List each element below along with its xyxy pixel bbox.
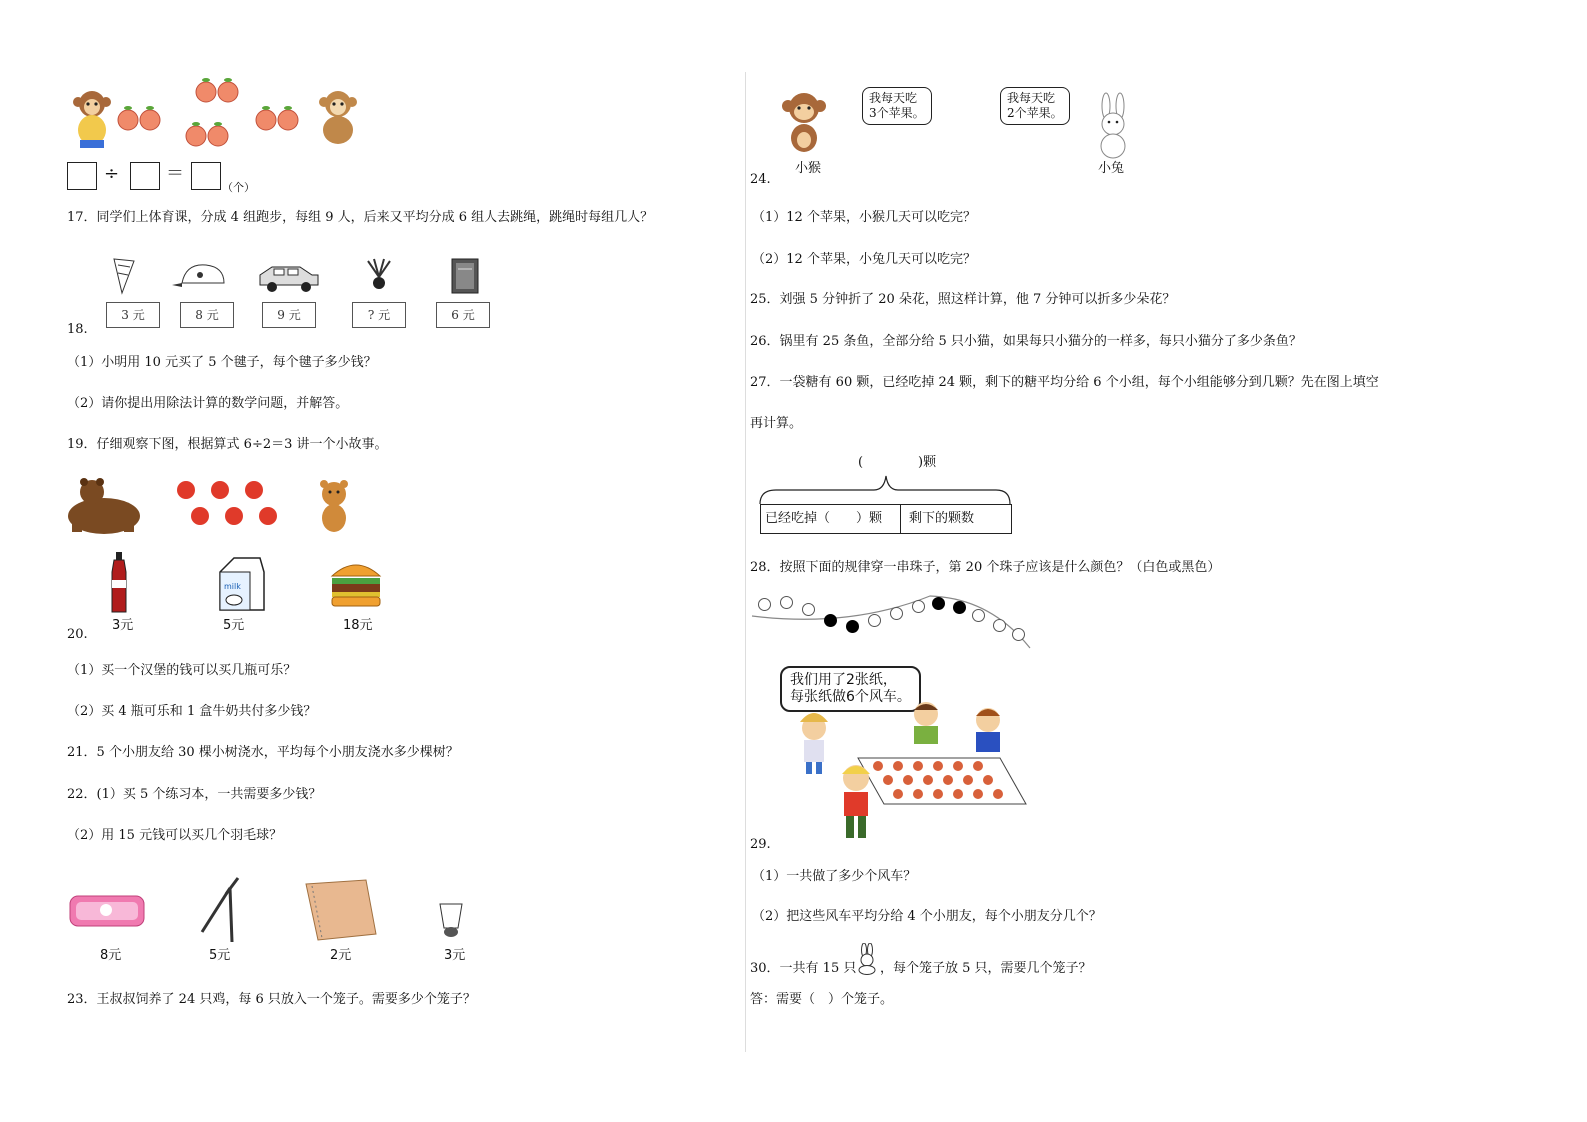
- bead-white: [890, 607, 903, 620]
- divide-sign: ÷: [104, 163, 120, 184]
- badminton-shuttle-icon: [440, 904, 462, 937]
- apple-icon: [177, 481, 277, 525]
- question-21: 21．5 个小朋友给 30 棵小树浇水，平均每个小朋友浇水多少棵树？: [67, 745, 459, 760]
- bead-white: [1012, 628, 1025, 641]
- price-notepad: 2元: [330, 948, 352, 963]
- answer-box-divisor[interactable]: [130, 162, 160, 190]
- q20-items-image: [100, 552, 400, 618]
- bead-white: [802, 603, 815, 616]
- compass-icon: [202, 878, 238, 942]
- price-hamburger: 18元: [343, 618, 373, 633]
- question-22-sub1: 22．(1）买 5 个练习本，一共需要多少钱？: [67, 787, 322, 802]
- unit-label: （个）: [222, 181, 255, 194]
- q18-items-image: [100, 255, 500, 297]
- rabbit-bubble-line1: 我每天吃: [1007, 91, 1056, 105]
- price-tag-unknown: ? 元: [352, 302, 406, 328]
- question-27-line1: 27．一袋糖有 60 颗，已经吃掉 24 颗，剩下的糖平均分给 6 个小组，每个小组能够分到几颗？先在图上填空: [750, 375, 1379, 390]
- shuttlecock-icon: [114, 259, 134, 293]
- monkey-label: 小猴: [795, 161, 822, 176]
- question-26: 26．锅里有 25 条鱼，全部分给 5 只小猫，如果每只小猫分的一样多，每只小猫分了多少条鱼？: [750, 334, 1302, 349]
- monkey-character-icon: [774, 90, 864, 160]
- question-30-answer: 答：需要（ ）个笼子。: [750, 992, 894, 1007]
- bead-white: [868, 614, 881, 627]
- q27-total-close: )颗: [918, 455, 937, 470]
- toy-car-icon: [260, 267, 318, 292]
- q27-bar-diagram: [760, 504, 1012, 534]
- monkey-speech-bubble: [862, 87, 932, 125]
- q29-children-windmills-image: [788, 700, 1033, 848]
- bead-white: [972, 609, 985, 622]
- question-17: 17．同学们上体育课，分成 4 组跑步，每组 9 人，后来又平均分成 6 组人去跳绳，跳绳时每组几人？: [67, 210, 654, 225]
- price-tag-shuttlecock: 3 元: [106, 302, 160, 328]
- bead-white: [758, 598, 771, 611]
- bead-white: [912, 600, 925, 613]
- price-tag-cap: 8 元: [180, 302, 234, 328]
- answer-box-quotient[interactable]: [191, 162, 221, 190]
- bead-black: [953, 601, 966, 614]
- question-24-sub2: （2）12 个苹果，小兔几天可以吃完？: [752, 252, 976, 267]
- price-compass: 5元: [209, 948, 231, 963]
- price-milk: 5元: [223, 618, 245, 633]
- question-18-sub2: （2）请你提出用除法计算的数学问题，并解答。: [67, 396, 349, 411]
- rabbit-small-icon: [854, 943, 880, 975]
- q16-monkeys-peaches-image: [62, 74, 372, 154]
- rabbit-label: 小兔: [1098, 161, 1125, 176]
- question-29-number: 29.: [750, 837, 771, 852]
- question-29-sub2: （2）把这些风车平均分给 4 个小朋友，每个小朋友分几个？: [752, 909, 1102, 924]
- question-28: 28．按照下面的规律穿一串珠子，第 20 个珠子应该是什么颜色？（白色或黑色）: [750, 560, 1221, 575]
- question-23: 23．王叔叔饲养了 24 只鸡，每 6 只放入一个笼子。需要多少个笼子？: [67, 992, 476, 1007]
- price-tag-car: 9 元: [262, 302, 316, 328]
- bead-black: [846, 620, 859, 633]
- question-30-pre: 30．一共有 15 只: [750, 961, 857, 976]
- hamburger-icon: [332, 565, 380, 606]
- q27-total-open: (: [858, 455, 864, 470]
- column-divider: [745, 72, 746, 1052]
- bead-white: [993, 619, 1006, 632]
- monkey-icon: [73, 91, 111, 148]
- milk-carton-label: milk: [224, 582, 241, 591]
- child-girl-icon: [800, 713, 828, 774]
- question-22-sub2: （2）用 15 元钱可以买几个羽毛球？: [67, 828, 283, 843]
- child-boy-icon: [914, 702, 938, 744]
- rabbit-character-icon: [1088, 92, 1138, 160]
- peach-icon: [118, 82, 298, 146]
- price-pencil-case: 8元: [100, 948, 122, 963]
- q27-brace: [756, 472, 1016, 506]
- question-20-number: 20.: [67, 627, 88, 642]
- question-20-sub1: （1）买一个汉堡的钱可以买几瓶可乐？: [67, 663, 297, 678]
- child-boy-icon: [976, 708, 1000, 752]
- cola-bottle-icon: [112, 552, 126, 612]
- monkey-icon: [319, 91, 357, 144]
- bead-white: [780, 596, 793, 609]
- price-tag-notebook: 6 元: [436, 302, 490, 328]
- answer-box-dividend[interactable]: [67, 162, 97, 190]
- rabbit-bubble-line2: 2个苹果。: [1007, 106, 1063, 120]
- bead-black: [932, 597, 945, 610]
- question-18-number: 18.: [67, 322, 88, 337]
- bead-black: [824, 614, 837, 627]
- q27-eaten-cell[interactable]: 已经吃掉（ ）颗: [761, 505, 901, 533]
- teddy-bear-icon: [320, 480, 348, 532]
- price-shuttle: 3元: [444, 948, 466, 963]
- notepad-icon: [306, 880, 376, 940]
- equals-sign: ＝: [166, 163, 184, 184]
- monkey-bubble-line1: 我每天吃: [869, 91, 918, 105]
- pencil-case-icon: [70, 896, 144, 926]
- question-18-sub1: （1）小明用 10 元买了 5 个毽子，每个毽子多少钱？: [67, 355, 377, 370]
- q19-bears-apples-image: [62, 474, 362, 538]
- question-27-line2: 再计算。: [750, 416, 803, 431]
- q29-bubble-line2: 每张纸做6个风车。: [790, 689, 911, 705]
- monkey-bubble-line2: 3个苹果。: [869, 106, 925, 120]
- shuttlecock-toy-icon: [368, 259, 390, 289]
- question-24-number: 24.: [750, 172, 771, 187]
- q29-bubble-line1: 我们用了2张纸，: [790, 672, 897, 688]
- rabbit-speech-bubble: [1000, 87, 1070, 125]
- windmill-tray-icon: [858, 758, 1026, 804]
- q22-stationery-image: [66, 874, 486, 946]
- bear-icon: [68, 478, 140, 534]
- question-19: 19．仔细观察下图，根据算式 6÷2＝3 讲一个小故事。: [67, 437, 388, 452]
- notebook-icon: [452, 259, 478, 293]
- question-30-post: ，每个笼子放 5 只，需要几个笼子？: [880, 961, 1092, 976]
- cap-icon: [172, 265, 224, 287]
- price-cola: 3元: [112, 618, 134, 633]
- child-blond-boy-icon: [842, 765, 870, 838]
- question-29-sub1: （1）一共做了多少个风车？: [752, 869, 917, 884]
- q27-remaining-cell: 剩下的颗数: [909, 511, 975, 526]
- question-24-sub1: （1）12 个苹果，小猴几天可以吃完？: [752, 210, 976, 225]
- question-20-sub2: （2）买 4 瓶可乐和 1 盒牛奶共付多少钱？: [67, 704, 317, 719]
- question-25: 25．刘强 5 分钟折了 20 朵花，照这样计算，他 7 分钟可以折多少朵花？: [750, 292, 1176, 307]
- q27-total-input[interactable]: [868, 451, 916, 471]
